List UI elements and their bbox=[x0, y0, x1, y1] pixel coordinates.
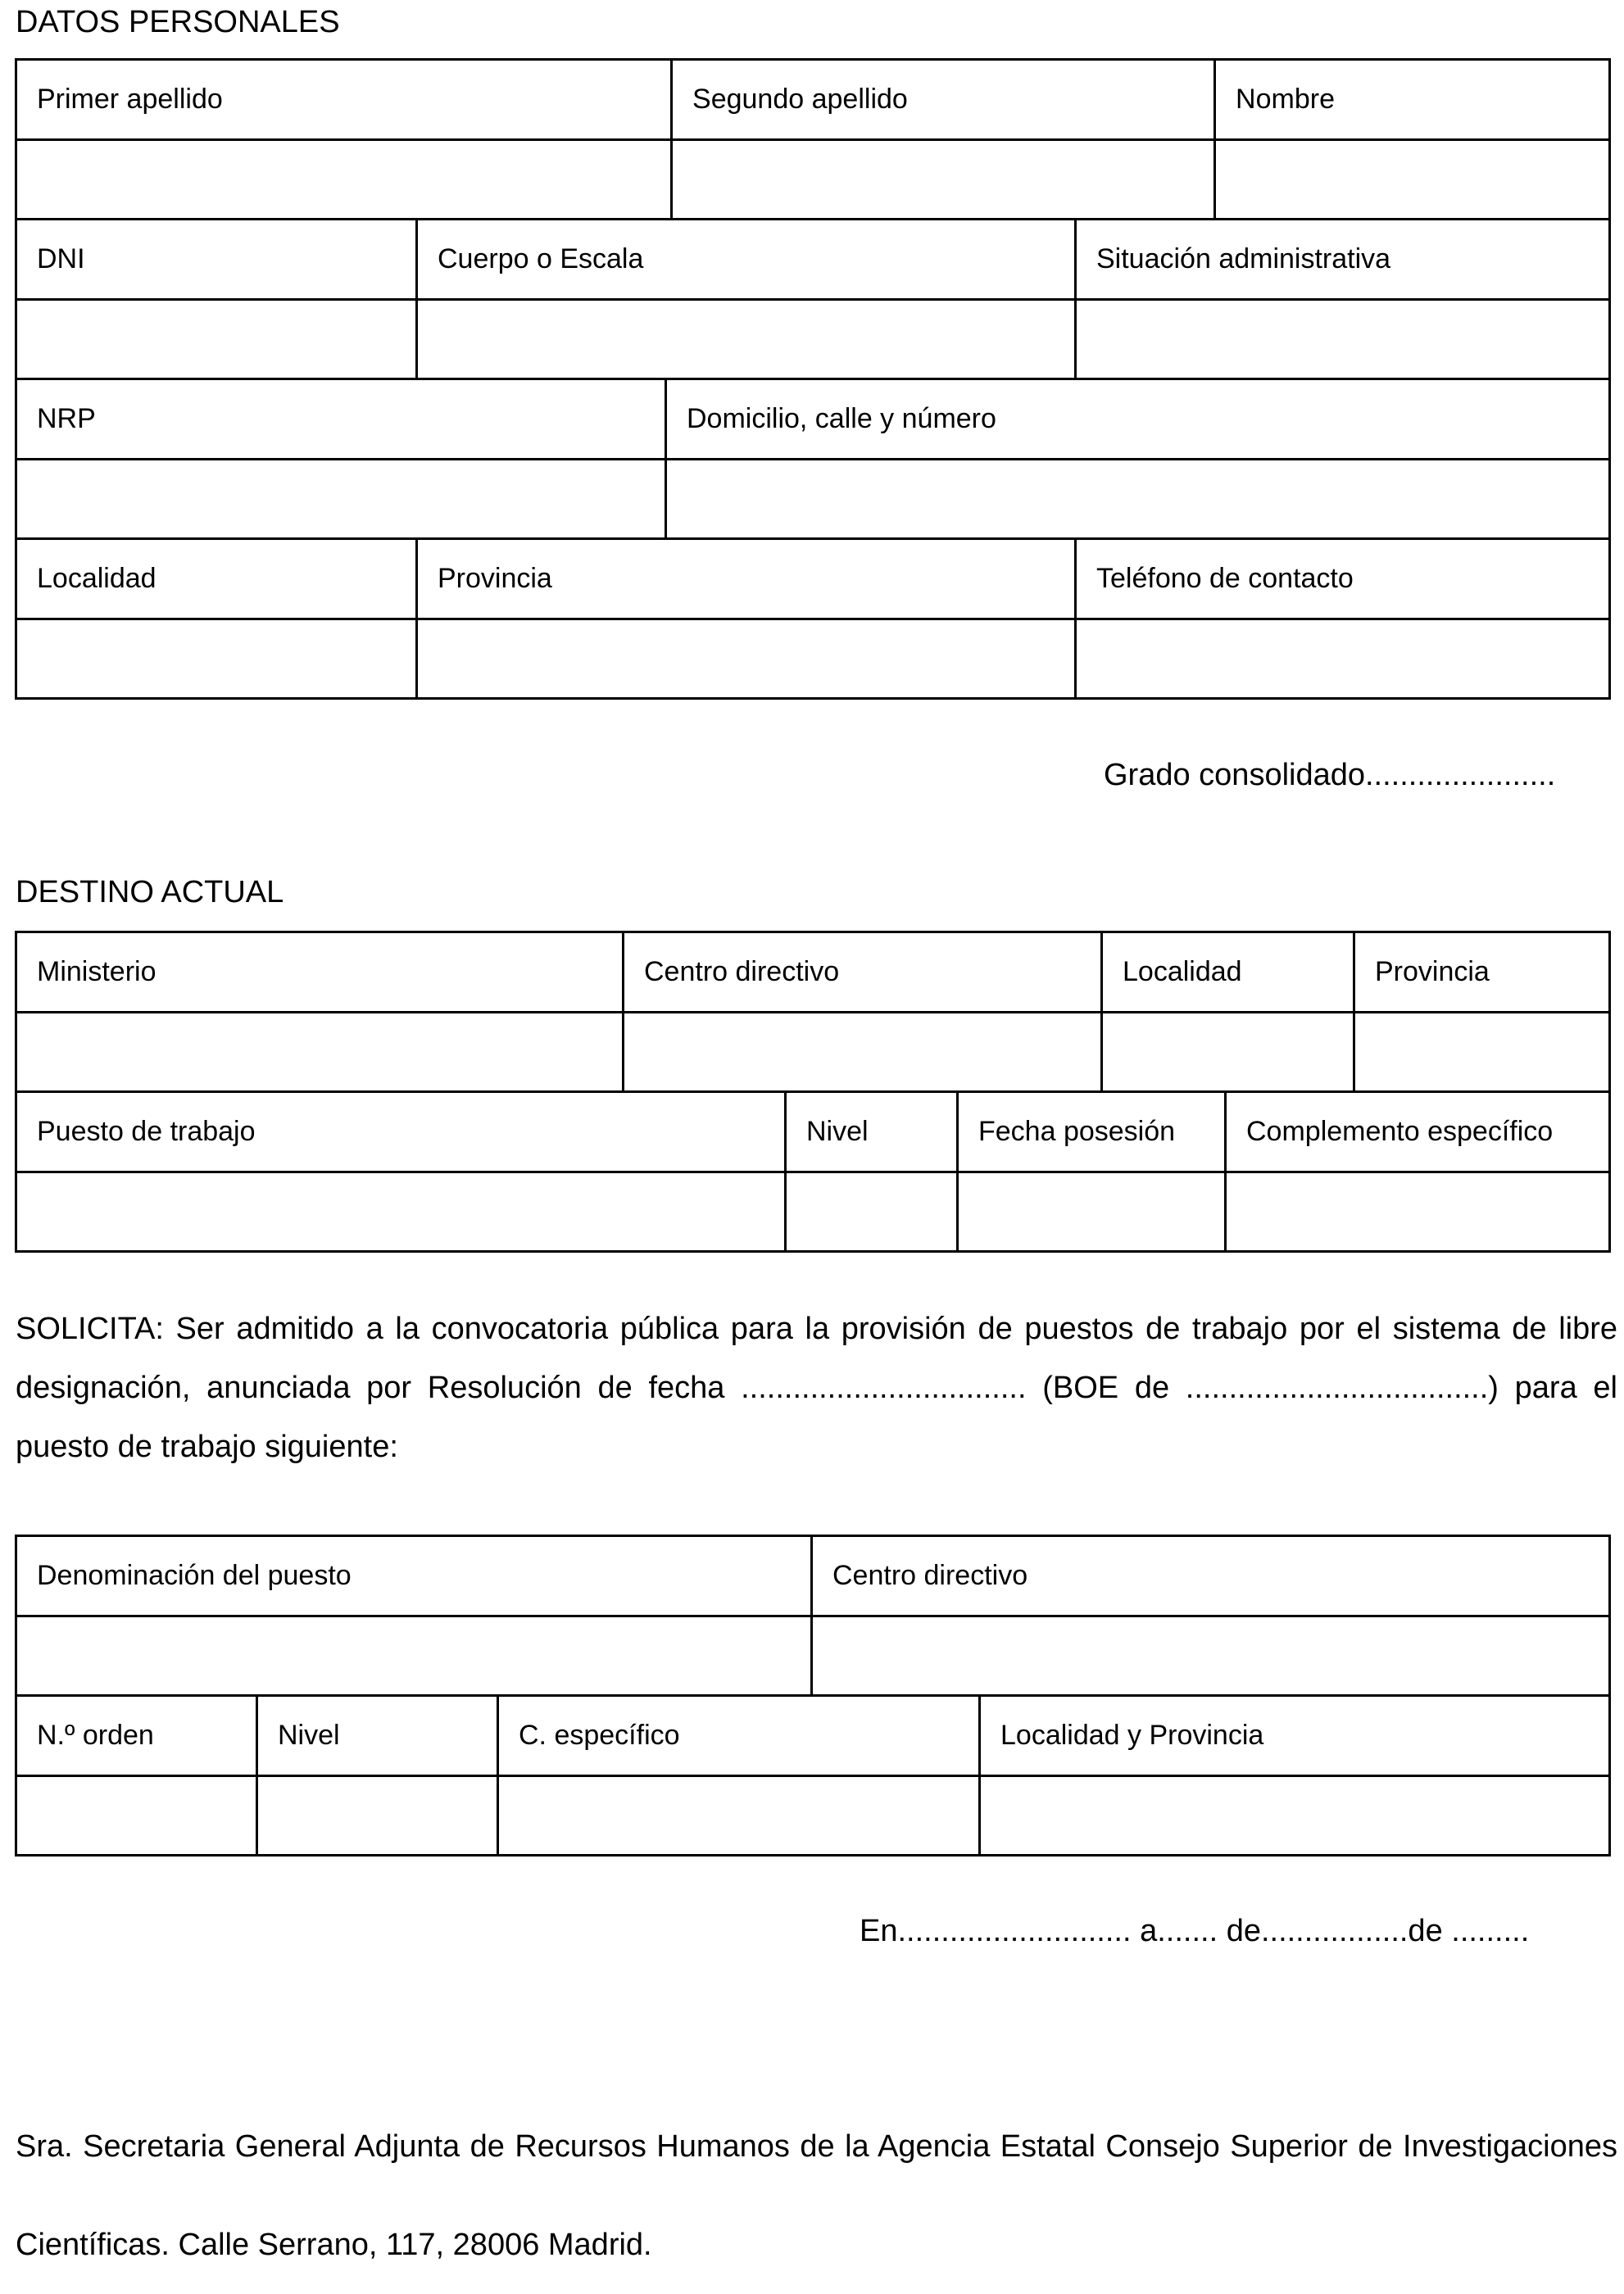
destino-provincia-field[interactable] bbox=[1354, 1012, 1610, 1092]
cuerpo-escala-label: Cuerpo o Escala bbox=[417, 220, 1076, 300]
fecha-lugar-line: En........................... a....... de.................de ......... bbox=[860, 1914, 1530, 1948]
puesto-centro-directivo-field[interactable] bbox=[812, 1616, 1610, 1696]
puesto-trabajo-label: Puesto de trabajo bbox=[16, 1092, 786, 1172]
localidad-provincia-field[interactable] bbox=[980, 1775, 1610, 1856]
situacion-administrativa-label: Situación administrativa bbox=[1076, 220, 1610, 300]
destino-provincia-label: Provincia bbox=[1354, 932, 1610, 1013]
personal-data-table bbox=[15, 58, 1611, 220]
situacion-administrativa-field[interactable] bbox=[1076, 299, 1610, 379]
orden-field[interactable] bbox=[16, 1775, 257, 1856]
ministerio-field[interactable] bbox=[16, 1012, 624, 1092]
c-especifico-field[interactable] bbox=[498, 1775, 980, 1856]
c-especifico-label: C. específico bbox=[498, 1696, 980, 1776]
centro-directivo-field[interactable] bbox=[624, 1012, 1102, 1092]
puesto-solicitado-table bbox=[15, 1535, 1611, 1697]
dni-field[interactable] bbox=[16, 299, 417, 379]
domicilio-label: Domicilio, calle y número bbox=[666, 379, 1610, 460]
centro-directivo-label: Centro directivo bbox=[624, 932, 1102, 1013]
destino-actual-heading: DESTINO ACTUAL bbox=[16, 875, 284, 909]
denominacion-puesto-label: Denominación del puesto bbox=[16, 1536, 812, 1616]
nombre-field[interactable] bbox=[1215, 139, 1610, 220]
personal-data-heading: DATOS PERSONALES bbox=[16, 5, 340, 39]
orden-label: N.º orden bbox=[16, 1696, 257, 1776]
nivel-field[interactable] bbox=[786, 1172, 958, 1252]
cuerpo-escala-field[interactable] bbox=[417, 299, 1076, 379]
destino-localidad-field[interactable] bbox=[1102, 1012, 1354, 1092]
nrp-label: NRP bbox=[16, 379, 666, 460]
destino-table bbox=[15, 931, 1611, 1093]
complemento-especifico-label: Complemento específico bbox=[1226, 1092, 1610, 1172]
puesto-trabajo-field[interactable] bbox=[16, 1172, 786, 1252]
grado-consolidado: Grado consolidado...................... bbox=[1104, 758, 1556, 792]
destinatario-paragraph: Sra. Secretaria General Adjunta de Recursos Humanos de la Agencia Estatal Consejo Superior de Investigaciones Científicas. Calle Serrano, 117, 28006 Madrid. bbox=[16, 2129, 1617, 2262]
provincia-label: Provincia bbox=[417, 539, 1076, 619]
puesto-nivel-label: Nivel bbox=[257, 1696, 498, 1776]
solicita-paragraph: SOLICITA: Ser admitido a la convocatoria pública para la provisión de puestos de trabajo por el sistema de libre designación, anunciada por Resolución de fecha ................................. (BOE de ...................................) para el puesto de trabajo siguiente: bbox=[16, 1312, 1617, 1464]
nivel-label: Nivel bbox=[786, 1092, 958, 1172]
fecha-posesion-label: Fecha posesión bbox=[958, 1092, 1226, 1172]
ministerio-label: Ministerio bbox=[16, 932, 624, 1013]
fecha-posesion-field[interactable] bbox=[958, 1172, 1226, 1252]
personal-data-table-3 bbox=[15, 378, 1611, 540]
destino-localidad-label: Localidad bbox=[1102, 932, 1354, 1013]
provincia-field[interactable] bbox=[417, 619, 1076, 699]
telefono-field[interactable] bbox=[1076, 619, 1610, 699]
destino-table-2 bbox=[15, 1090, 1611, 1253]
nombre-label: Nombre bbox=[1215, 60, 1610, 140]
puesto-solicitado-table-2 bbox=[15, 1694, 1611, 1857]
nrp-field[interactable] bbox=[16, 459, 666, 539]
puesto-centro-directivo-label: Centro directivo bbox=[812, 1536, 1610, 1616]
personal-data-table-4 bbox=[15, 537, 1611, 700]
segundo-apellido-label: Segundo apellido bbox=[672, 60, 1215, 140]
localidad-label: Localidad bbox=[16, 539, 417, 619]
denominacion-puesto-field[interactable] bbox=[16, 1616, 812, 1696]
dni-label: DNI bbox=[16, 220, 417, 300]
primer-apellido-label: Primer apellido bbox=[16, 60, 672, 140]
complemento-especifico-field[interactable] bbox=[1226, 1172, 1610, 1252]
puesto-nivel-field[interactable] bbox=[257, 1775, 498, 1856]
segundo-apellido-field[interactable] bbox=[672, 139, 1215, 220]
localidad-field[interactable] bbox=[16, 619, 417, 699]
primer-apellido-field[interactable] bbox=[16, 139, 672, 220]
telefono-label: Teléfono de contacto bbox=[1076, 539, 1610, 619]
localidad-provincia-label: Localidad y Provincia bbox=[980, 1696, 1610, 1776]
domicilio-field[interactable] bbox=[666, 459, 1610, 539]
personal-data-table-2 bbox=[15, 218, 1611, 380]
